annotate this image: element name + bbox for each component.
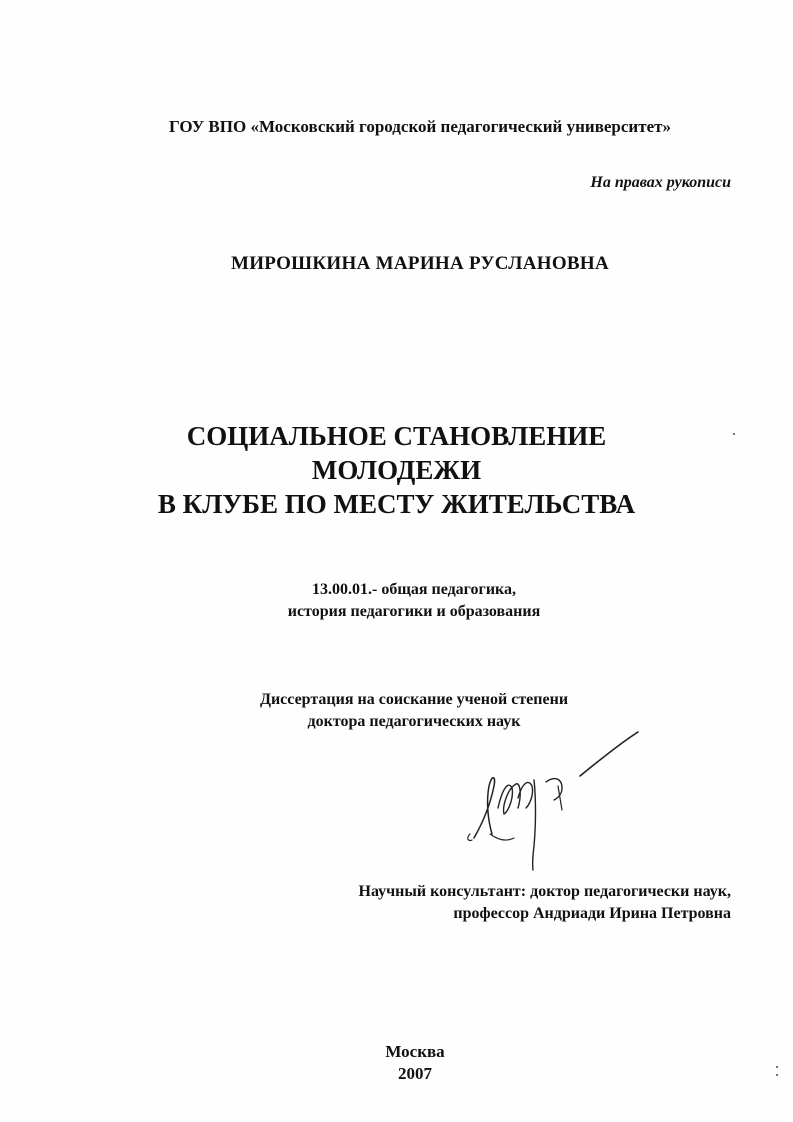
author-name: МИРОШКИНА МАРИНА РУСЛАНОВНА	[231, 253, 609, 274]
manuscript-note: На правах рукописи	[590, 174, 731, 191]
dissertation-title	[20, 419, 773, 521]
degree-statement	[100, 689, 728, 733]
title-line-3: В КЛУБЕ ПО МЕСТУ ЖИТЕЛЬСТВА	[157, 489, 636, 519]
consultant-line-2: профессор Андриади Ирина Петровна	[453, 905, 731, 922]
scientific-consultant	[359, 881, 732, 925]
city-name: Москва	[385, 1042, 445, 1061]
handwritten-signature-icon	[462, 728, 642, 878]
scan-speck	[733, 433, 735, 435]
scan-speck	[776, 1066, 778, 1068]
degree-line-1: Диссертация на соискание ученой степени	[259, 691, 569, 708]
specialty-code	[100, 579, 728, 623]
consultant-line-1: Научный консультант: доктор педагогически наук,	[358, 883, 731, 900]
place-and-year	[0, 1041, 793, 1085]
institution-name: ГОУ ВПО «Московский городской педагогический университет»	[169, 117, 671, 136]
specialty-line-1: 13.00.01.- общая педагогика,	[311, 581, 517, 598]
title-line-1: СОЦИАЛЬНОЕ СТАНОВЛЕНИЕ	[186, 421, 607, 451]
degree-line-2: доктора педагогических наук	[307, 713, 521, 730]
title-line-2: МОЛОДЕЖИ	[311, 455, 482, 485]
scan-speck	[776, 1074, 778, 1076]
publication-year: 2007	[398, 1064, 432, 1083]
specialty-line-2: история педагогики и образования	[287, 603, 541, 620]
